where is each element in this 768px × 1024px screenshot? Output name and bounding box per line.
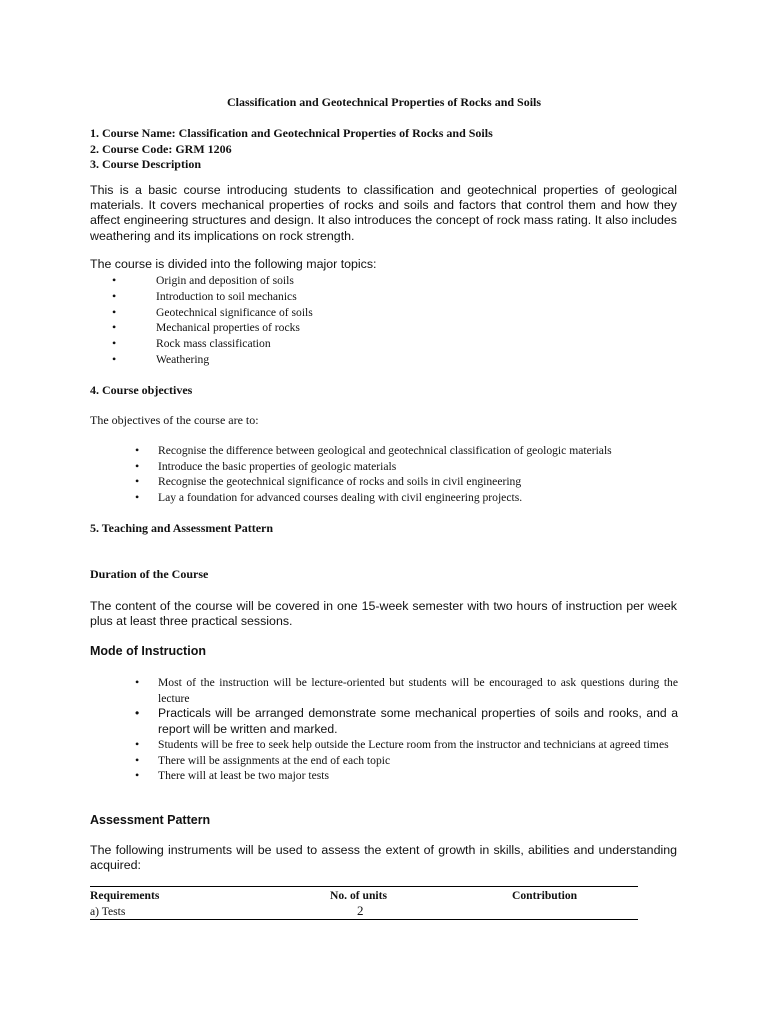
table-cell <box>512 903 638 920</box>
list-item: • Recognise the difference between geological and geotechnical classification of geologic materials <box>90 443 680 459</box>
list-item: • Introduce the basic properties of geologic materials <box>90 459 680 475</box>
list-item: • There will at least be two major tests <box>90 768 678 784</box>
list-item: • Students will be free to seek help outside the Lecture room from the instructor and technicians at agreed times <box>90 737 678 753</box>
list-item: • Lay a foundation for advanced courses dealing with civil engineering projects. <box>90 490 680 506</box>
teaching-heading: 5. Teaching and Assessment Pattern <box>90 521 274 535</box>
list-item: • Practicals will be arranged demonstrate some mechanical properties of soils and rooks, and a report will be written and marked. <box>90 706 678 737</box>
course-code-line: 2. Course Code: GRM 1206 <box>90 142 232 156</box>
list-item: • Weathering <box>90 352 650 368</box>
header-no-of-units: No. of units <box>330 887 512 904</box>
course-description-paragraph: This is a basic course introducing students to classification and geotechnical properties of geological materials. It covers mechanical properties of rocks and soils and factors that control them and how they affect engineering structures and design. It also introduces the concept of rock mass rating. It also includes weathering and its implications on rock strength. <box>90 183 677 243</box>
course-name-line: 1. Course Name: Classification and Geotechnical Properties of Rocks and Soils <box>90 126 493 140</box>
list-item: • Mechanical properties of rocks <box>90 320 650 336</box>
topics-list <box>90 273 650 368</box>
course-description-heading: 3. Course Description <box>90 157 201 171</box>
header-contribution: Contribution <box>512 887 638 904</box>
list-item: • Rock mass classification <box>90 336 650 352</box>
document-title: Classification and Geotechnical Properties of Rocks and Soils <box>226 95 542 109</box>
list-item: • Most of the instruction will be lecture-oriented but students will be encouraged to ask questions during the lecture <box>90 675 678 706</box>
assessment-paragraph: The following instruments will be used to assess the extent of growth in skills, abilities and understanding acquired: <box>90 843 677 873</box>
table-cell: a) Tests <box>90 903 330 920</box>
list-item: • Geotechnical significance of soils <box>90 305 650 321</box>
topics-intro: The course is divided into the following major topics: <box>90 257 377 271</box>
table-cell: 2 <box>330 903 512 920</box>
duration-paragraph: The content of the course will be covered in one 15-week semester with two hours of instruction per week plus at least three practical sessions. <box>90 599 677 629</box>
objectives-intro: The objectives of the course are to: <box>90 413 259 427</box>
duration-heading: Duration of the Course <box>90 567 209 581</box>
objectives-heading: 4. Course objectives <box>90 383 193 397</box>
table-row <box>90 903 638 920</box>
list-item: • There will be assignments at the end of each topic <box>90 753 678 769</box>
requirements-table <box>90 886 638 920</box>
list-item: • Recognise the geotechnical significance of rocks and soils in civil engineering <box>90 474 680 490</box>
list-item: • Origin and deposition of soils <box>90 273 650 289</box>
header-requirements: Requirements <box>90 887 330 904</box>
table-header-row <box>90 887 638 904</box>
objectives-list <box>90 443 680 505</box>
mode-heading: Mode of Instruction <box>90 644 206 658</box>
mode-list <box>90 675 678 784</box>
assessment-heading: Assessment Pattern <box>90 813 211 827</box>
list-item: • Introduction to soil mechanics <box>90 289 650 305</box>
